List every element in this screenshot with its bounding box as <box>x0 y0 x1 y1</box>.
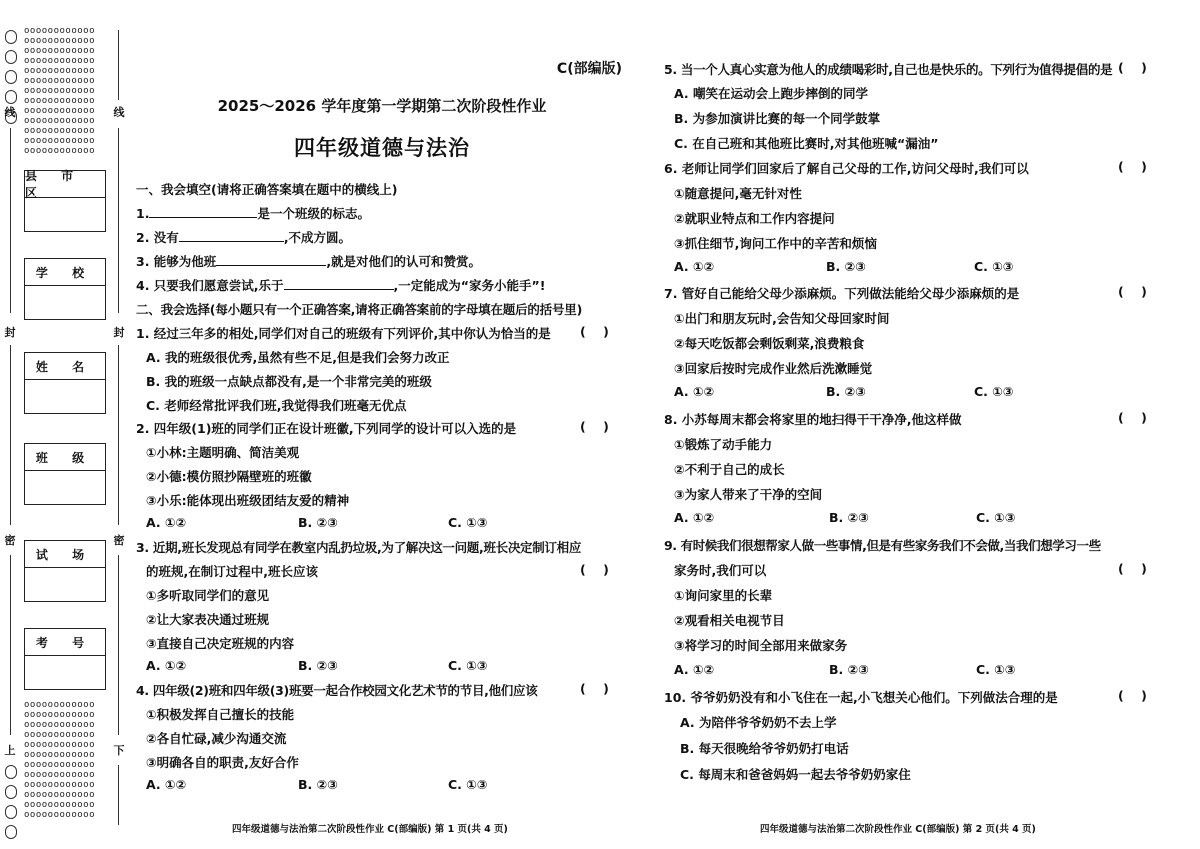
answer-paren[interactable]: ( ) <box>1118 159 1147 174</box>
fill-blank-2: 2. 没有 ,不成方圆。 <box>136 230 352 245</box>
subject-title: 四年级道德与法治 <box>294 136 470 160</box>
cut-mark: 下 <box>113 744 125 757</box>
statement-2: ②让大家表决通过班规 <box>146 612 270 627</box>
question-8-stem: 8. 小苏每周末都会将家里的地扫得干干净净,他这样做 <box>664 412 962 427</box>
choice-c: C. ①③ <box>976 510 1016 525</box>
question-6-stem: 6. 老师让同学们回家后了解自己父母的工作,访问父母时,我们可以 <box>664 161 1029 176</box>
cut-mark: 上 <box>4 744 16 757</box>
answer-paren[interactable]: ( ) <box>1118 561 1147 576</box>
dot-pattern-bottom: oooooooooooo oooooooooooo oooooooooooo oooooooooooo oooooooooooo oooooooooooo oooooooooooo oooooooooooo oooooooooooo oooooooooooo oooooooooooo oooooooooooo <box>24 700 96 820</box>
answer-paren[interactable]: ( ) <box>1118 60 1147 75</box>
choice-a: A. ①② <box>674 384 715 399</box>
option-a: A. 嘲笑在运动会上跑步摔倒的同学 <box>674 86 869 101</box>
choice-a: A. ①② <box>674 259 715 274</box>
cut-mark: 封 <box>113 326 125 339</box>
section-1-heading: 一、我会填空(请将正确答案填在题中的横线上) <box>136 182 398 197</box>
statement-2: ②每天吃饭都会剩饭剩菜,浪费粮食 <box>674 336 865 351</box>
exam-room-field[interactable]: 试 场 <box>24 540 106 602</box>
choice-c: C. ①③ <box>448 515 488 530</box>
county-field[interactable]: 县 市 区 <box>24 170 106 232</box>
cut-line <box>118 30 120 100</box>
answer-blank[interactable] <box>149 205 257 218</box>
fill-blank-3: 3. 能够为他班 ,就是对他们的认可和赞赏。 <box>136 254 482 269</box>
exam-title: 2025～2026 学年度第一学期第二次阶段性作业 <box>217 97 547 115</box>
question-9-stem-cont: 家务时,我们可以 <box>674 563 767 578</box>
statement-3: ③直接自己决定班规的内容 <box>146 636 295 651</box>
statement-1: ①出门和朋友玩时,会告知父母回家时间 <box>674 311 890 326</box>
choice-a: A. ①② <box>146 658 187 673</box>
question-3-stem-cont: 的班规,在制订过程中,班长应该 <box>146 564 318 579</box>
choice-c: C. ①③ <box>448 658 488 673</box>
cut-line <box>118 128 120 313</box>
class-field[interactable]: 班 级 <box>24 443 106 505</box>
option-c: C. 每周末和爸爸妈妈一起去爷爷奶奶家住 <box>680 767 911 782</box>
question-4-stem: 4. 四年级(2)班和四年级(3)班要一起合作校园文化艺术节的节目,他们应该 <box>136 683 538 698</box>
choice-b: B. ②③ <box>298 777 338 792</box>
cut-line <box>10 345 12 525</box>
version-label: C(部编版) <box>556 61 622 77</box>
statement-2: ②观看相关电视节目 <box>674 613 785 628</box>
cut-line <box>10 555 12 735</box>
statement-1: ①随意提问,毫无针对性 <box>674 186 802 201</box>
statement-1: ①锻炼了动手能力 <box>674 437 773 452</box>
question-5-stem: 5. 当一个人真心实意为他人的成绩喝彩时,自己也是快乐的。下列行为值得提倡的是 <box>664 62 1113 77</box>
option-b: B. 我的班级一点缺点都没有,是一个非常完美的班级 <box>146 374 432 389</box>
answer-paren[interactable]: ( ) <box>580 419 609 434</box>
answer-blank[interactable] <box>284 277 394 290</box>
punch-holes-bottom <box>3 765 19 845</box>
cut-line <box>118 345 120 525</box>
statement-1: ①积极发挥自己擅长的技能 <box>146 707 295 722</box>
statement-3: ③小乐:能体现出班级团结友爱的精神 <box>146 493 350 508</box>
choice-c: C. ①③ <box>974 259 1014 274</box>
exam-number-field[interactable]: 考 号 <box>24 628 106 690</box>
choice-a: A. ①② <box>146 515 187 530</box>
answer-paren[interactable]: ( ) <box>580 324 609 339</box>
question-9-stem: 9. 有时候我们很想帮家人做一些事情,但是有些家务我们不会做,当我们想学习一些 <box>664 538 1101 553</box>
choice-c: C. ①③ <box>974 384 1014 399</box>
fill-blank-1: 1. 是一个班级的标志。 <box>136 206 370 221</box>
choice-b: B. ②③ <box>298 658 338 673</box>
statement-3: ③为家人带来了干净的空间 <box>674 487 823 502</box>
choice-c: C. ①③ <box>448 777 488 792</box>
statement-3: ③将学习的时间全部用来做家务 <box>674 638 848 653</box>
answer-paren[interactable]: ( ) <box>1118 284 1147 299</box>
answer-blank[interactable] <box>216 253 326 266</box>
answer-paren[interactable]: ( ) <box>580 562 609 577</box>
school-field[interactable]: 学 校 <box>24 258 106 320</box>
cut-mark: 线 <box>4 106 16 119</box>
question-3-stem: 3. 近期,班长发现总有同学在教室内乱扔垃圾,为了解决这一问题,班长决定制订相应 <box>136 540 582 555</box>
statement-1: ①多听取同学们的意见 <box>146 588 270 603</box>
choice-b: B. ②③ <box>829 510 869 525</box>
name-field[interactable]: 姓 名 <box>24 352 106 414</box>
answer-blank[interactable] <box>179 229 284 242</box>
section-2-heading: 二、我会选择(每小题只有一个正确答案,请将正确答案前的字母填在题后的括号里) <box>136 302 583 317</box>
question-2-stem: 2. 四年级(1)班的同学们正在设计班徽,下列同学的设计可以入选的是 <box>136 421 517 436</box>
question-10-stem: 10. 爷爷奶奶没有和小飞住在一起,小飞想关心他们。下列做法合理的是 <box>664 690 1058 705</box>
option-c: C. 在自己班和其他班比赛时,对其他班喊“漏油” <box>674 136 939 151</box>
option-c: C. 老师经常批评我们班,我觉得我们班毫无优点 <box>146 398 407 413</box>
answer-paren[interactable]: ( ) <box>1118 688 1147 703</box>
option-b: B. 每天很晚给爷爷奶奶打电话 <box>680 741 849 756</box>
answer-paren[interactable]: ( ) <box>580 681 609 696</box>
option-a: A. 为陪伴爷爷奶奶不去上学 <box>680 715 837 730</box>
choice-c: C. ①③ <box>976 662 1016 677</box>
cut-line <box>10 128 12 313</box>
binding-margin <box>0 0 130 849</box>
statement-2: ②就职业特点和工作内容提问 <box>674 211 835 226</box>
choice-b: B. ②③ <box>826 259 866 274</box>
statement-3: ③回家后按时完成作业然后洗漱睡觉 <box>674 361 873 376</box>
option-b: B. 为参加演讲比赛的每一个同学鼓掌 <box>674 111 881 126</box>
statement-3: ③抓住细节,询问工作中的辛苦和烦恼 <box>674 236 877 251</box>
statement-1: ①小林:主题明确、简洁美观 <box>146 445 300 460</box>
cut-mark: 密 <box>4 534 16 547</box>
choice-a: A. ①② <box>146 777 187 792</box>
page-footer: 四年级道德与法治第二次阶段性作业 C(部编版) 第 1 页(共 4 页) <box>232 824 508 835</box>
choice-b: B. ②③ <box>298 515 338 530</box>
cut-line <box>118 765 120 825</box>
statement-2: ②小德:模仿照抄隔壁班的班徽 <box>146 469 312 484</box>
dot-pattern-top: oooooooooooo oooooooooooo oooooooooooo oooooooooooo oooooooooooo oooooooooooo oooooooooooo oooooooooooo oooooooooooo oooooooooooo oooooooooooo oooooooooooo oooooooooooo <box>24 26 96 156</box>
page-footer: 四年级道德与法治第二次阶段性作业 C(部编版) 第 2 页(共 4 页) <box>760 824 1036 835</box>
choice-b: B. ②③ <box>826 384 866 399</box>
statement-3: ③明确各自的职责,友好合作 <box>146 755 299 770</box>
question-1-stem: 1. 经过三年多的相处,同学们对自己的班级有下列评价,其中你认为恰当的是 <box>136 326 551 341</box>
statement-2: ②各自忙碌,减少沟通交流 <box>146 731 287 746</box>
cut-mark: 线 <box>113 106 125 119</box>
question-7-stem: 7. 管好自己能给父母少添麻烦。下列做法能给父母少添麻烦的是 <box>664 286 1020 301</box>
statement-1: ①询问家里的长辈 <box>674 588 773 603</box>
choice-b: B. ②③ <box>829 662 869 677</box>
fill-blank-4: 4. 只要我们愿意尝试,乐于 ,一定能成为“家务小能手”! <box>136 278 546 293</box>
cut-mark: 封 <box>4 326 16 339</box>
answer-paren[interactable]: ( ) <box>1118 410 1147 425</box>
cut-mark: 密 <box>113 534 125 547</box>
cut-line <box>118 555 120 735</box>
choice-a: A. ①② <box>674 662 715 677</box>
statement-2: ②不利于自己的成长 <box>674 462 785 477</box>
choice-a: A. ①② <box>674 510 715 525</box>
option-a: A. 我的班级很优秀,虽然有些不足,但是我们会努力改正 <box>146 350 450 365</box>
